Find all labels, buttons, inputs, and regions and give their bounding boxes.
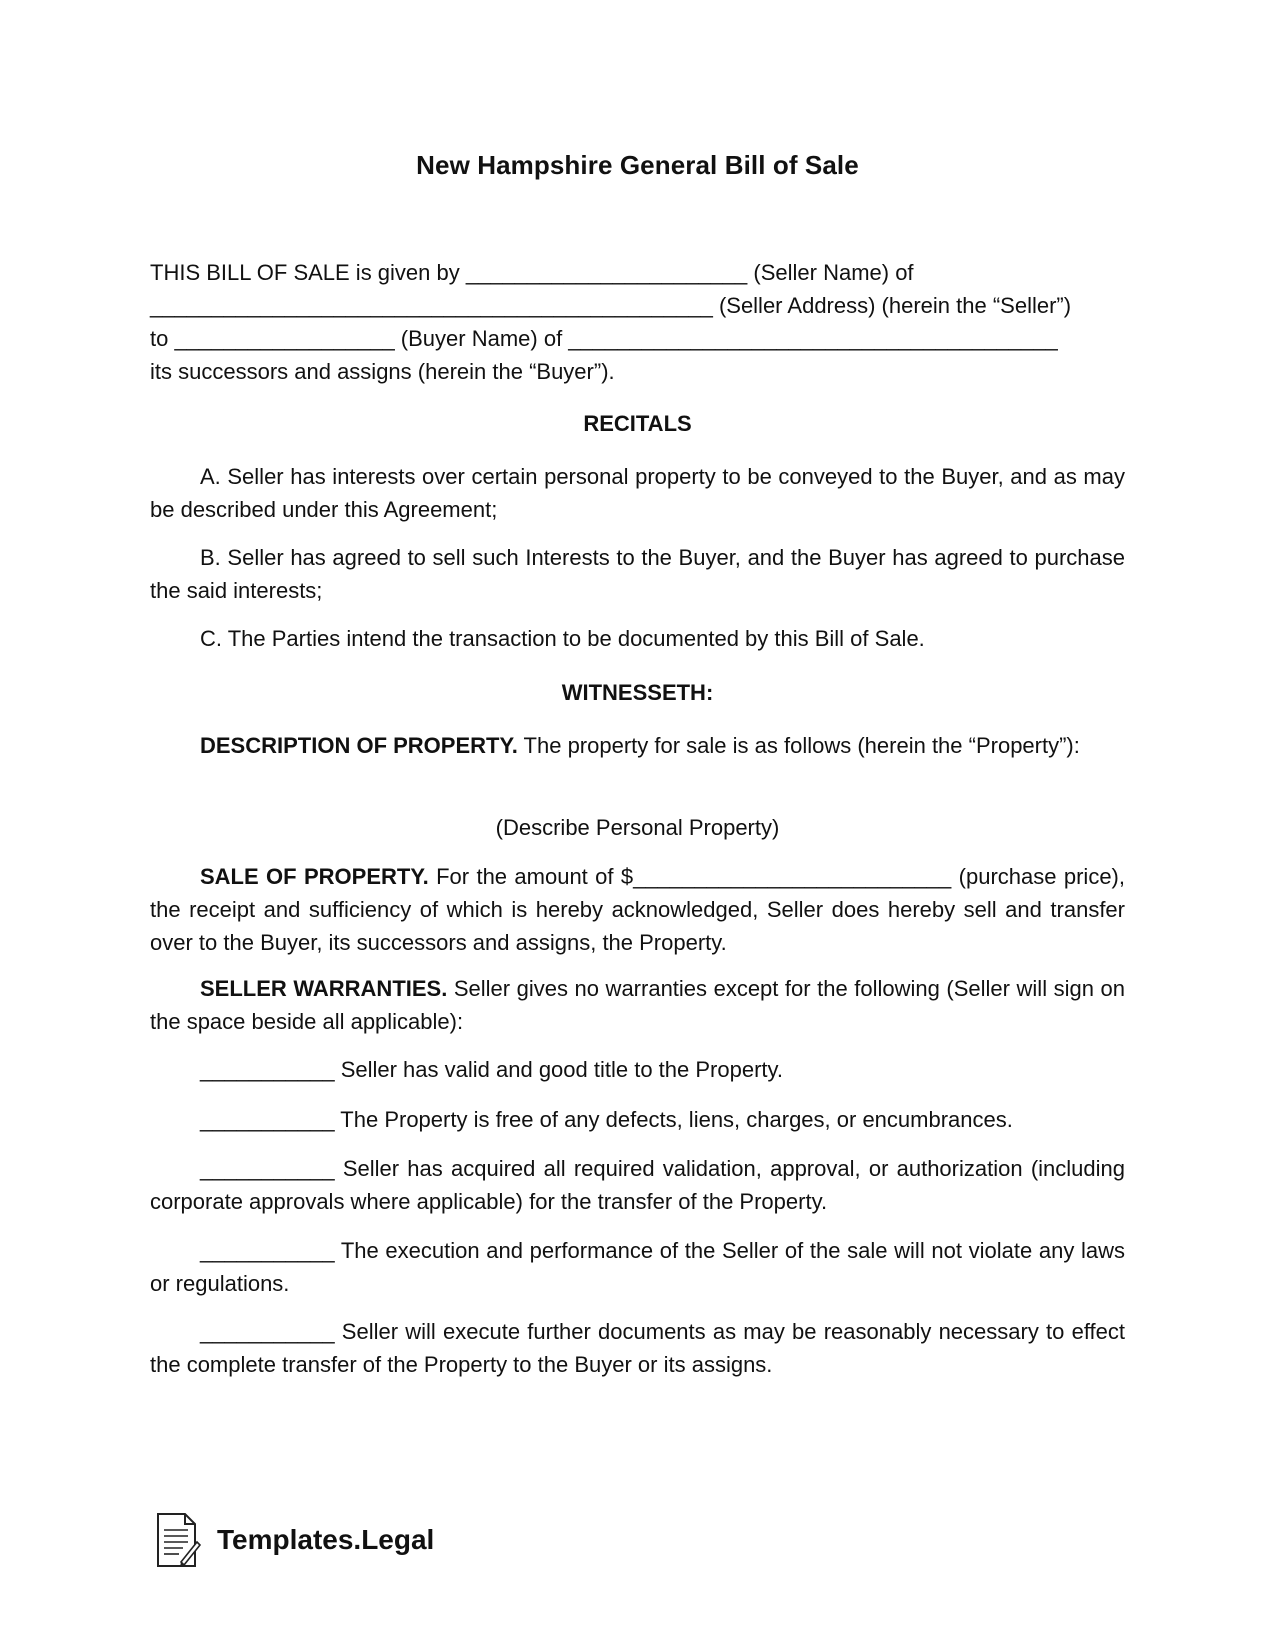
warranties-paragraph — [150, 972, 1125, 1038]
recital-b: B. Seller has agreed to sell such Interests to the Buyer, and the Buyer has agreed to purchase the said interests; — [150, 545, 1125, 603]
warranty-item: ___________ Seller will execute further documents as may be reasonably necessary to effect the complete transfer of the Property to the Buyer or its assigns. — [150, 1319, 1125, 1377]
warranty-item: ___________ Seller has valid and good title to the Property. — [200, 1057, 783, 1082]
intro-paragraph — [150, 256, 1125, 388]
intro-line-1: THIS BILL OF SALE is given by _______________________ (Seller Name) of — [150, 260, 914, 285]
recitals-heading: RECITALS — [583, 411, 692, 436]
witnesseth-heading: WITNESSETH: — [561, 680, 714, 705]
sale-text: For the amount of $__________________________ (purchase price), the receipt and sufficiency of which is hereby acknowledged, Seller does hereby sell and transfer over to the Buyer, its successors and assigns, the Property. — [150, 864, 1125, 955]
intro-line-3: to __________________ (Buyer Name) of ________________________________________ — [150, 326, 1058, 351]
recital-c: C. The Parties intend the transaction to be documented by this Bill of Sale. — [200, 626, 925, 651]
sale-paragraph — [150, 860, 1125, 959]
property-placeholder: (Describe Personal Property) — [495, 815, 780, 840]
recital-a: A. Seller has interests over certain personal property to be conveyed to the Buyer, and as may be described under this Agreement; — [150, 464, 1125, 522]
warranty-item: ___________ Seller has acquired all required validation, approval, or authorization (including corporate approvals where applicable) for the transfer of the Property. — [150, 1156, 1125, 1214]
description-label: DESCRIPTION OF PROPERTY. — [200, 733, 518, 758]
brand-name: Templates.Legal — [217, 1524, 435, 1555]
sale-label: SALE OF PROPERTY. — [200, 864, 429, 889]
footer-brand — [155, 1512, 434, 1568]
description-paragraph — [150, 729, 1125, 762]
warranty-item: ___________ The Property is free of any defects, liens, charges, or encumbrances. — [200, 1107, 1013, 1132]
intro-line-4: its successors and assigns (herein the “Buyer”). — [150, 359, 615, 384]
document-pen-icon — [155, 1512, 201, 1568]
warranties-label: SELLER WARRANTIES. — [200, 976, 448, 1001]
description-text: The property for sale is as follows (herein the “Property”): — [517, 733, 1080, 758]
warranty-item: ___________ The execution and performance of the Seller of the sale will not violate any laws or regulations. — [150, 1238, 1125, 1296]
warranties-text: Seller gives no warranties except for the following (Seller will sign on the space beside all applicable): — [150, 976, 1125, 1034]
document-title: New Hampshire General Bill of Sale — [416, 150, 859, 180]
intro-line-2: ______________________________________________ (Seller Address) (herein the “Seller”) — [150, 293, 1072, 318]
